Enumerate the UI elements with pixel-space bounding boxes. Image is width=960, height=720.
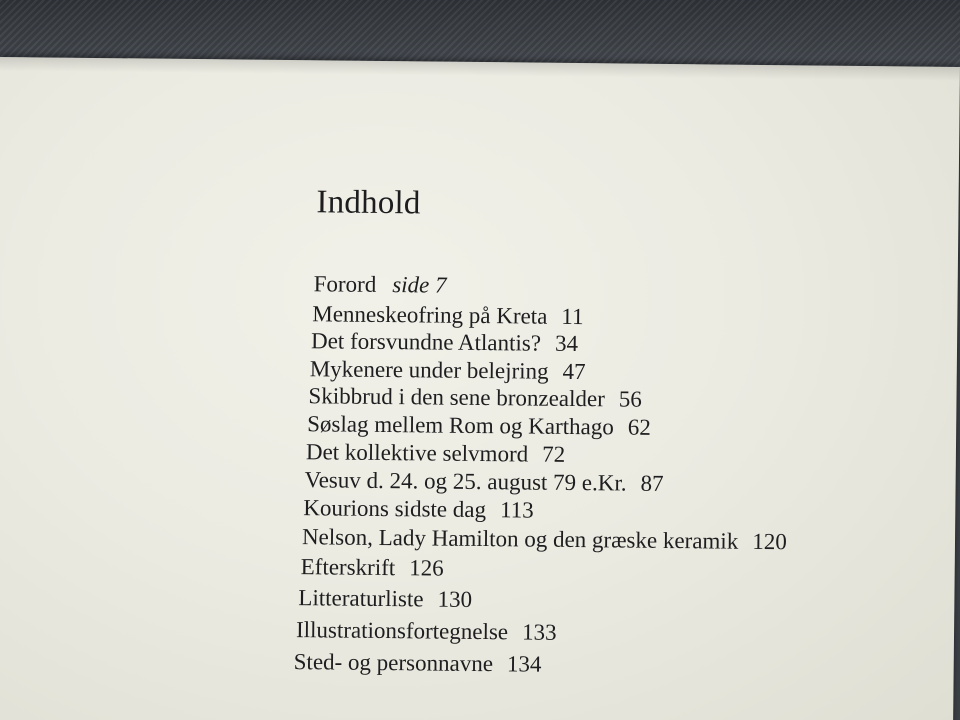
toc-entry-label: Det forsvundne Atlantis? — [310, 328, 542, 356]
toc-entry-label: Kourions sidste dag — [303, 495, 487, 523]
toc-entry-label: Efterskrift — [300, 554, 396, 581]
toc-entry-page: 126 — [409, 555, 444, 581]
toc-entry — [298, 584, 472, 614]
toc-title: Indhold — [316, 184, 421, 222]
toc-entry-label: Litteraturliste — [298, 585, 424, 612]
toc-entry-page: 11 — [561, 303, 584, 330]
toc-entry-label: Vesuv d. 24. og 25. august 79 e.Kr. — [304, 467, 627, 496]
book-page — [0, 57, 960, 720]
toc-entry — [294, 648, 542, 679]
toc-entry — [307, 410, 651, 442]
toc-entry-page: 72 — [542, 441, 566, 467]
toc-entry-page: 47 — [562, 358, 586, 385]
toc-entry — [314, 270, 447, 299]
toc-entry — [303, 494, 534, 524]
toc-entry-label: Søslag mellem Rom og Karthago — [307, 411, 614, 440]
toc-entry-label: Det kollektive selvmord — [305, 439, 529, 467]
toc-entry-page: 134 — [506, 651, 542, 677]
toc-entry — [296, 616, 557, 647]
toc-entry — [302, 523, 787, 556]
toc-entry-page: 56 — [618, 386, 642, 412]
toc-entry — [304, 466, 663, 498]
toc-entry-label: Menneskeofring på Kreta — [312, 301, 548, 329]
toc-entry-page: 120 — [752, 528, 787, 555]
toc-entry-page: side 7 — [392, 272, 447, 298]
toc-entry — [308, 382, 642, 413]
toc-entry-page: 133 — [521, 619, 557, 645]
toc-entry-label: Skibbrud i den sene bronzealder — [308, 383, 605, 412]
toc-entry-page: 34 — [554, 330, 579, 357]
toc-entry-page: 113 — [499, 497, 534, 523]
toc-entry-page: 130 — [437, 586, 473, 612]
toc-entry — [310, 355, 586, 386]
toc-entry-label: Illustrationsfortegnelse — [295, 617, 509, 645]
toc-entry-label: Forord — [313, 271, 377, 297]
toc-entry — [301, 553, 444, 582]
toc-entry-label: Mykenere under belejring — [309, 356, 549, 384]
toc-entry-label: Sted- og personnavne — [293, 649, 494, 677]
toc-entry — [312, 300, 583, 331]
toc-entry-page: 87 — [640, 470, 664, 496]
toc-entry-page: 62 — [627, 414, 651, 440]
toc-entry-label: Nelson, Lady Hamilton og den græske keramik — [301, 524, 739, 554]
toc-entry — [311, 327, 578, 358]
toc-entry — [306, 438, 566, 469]
